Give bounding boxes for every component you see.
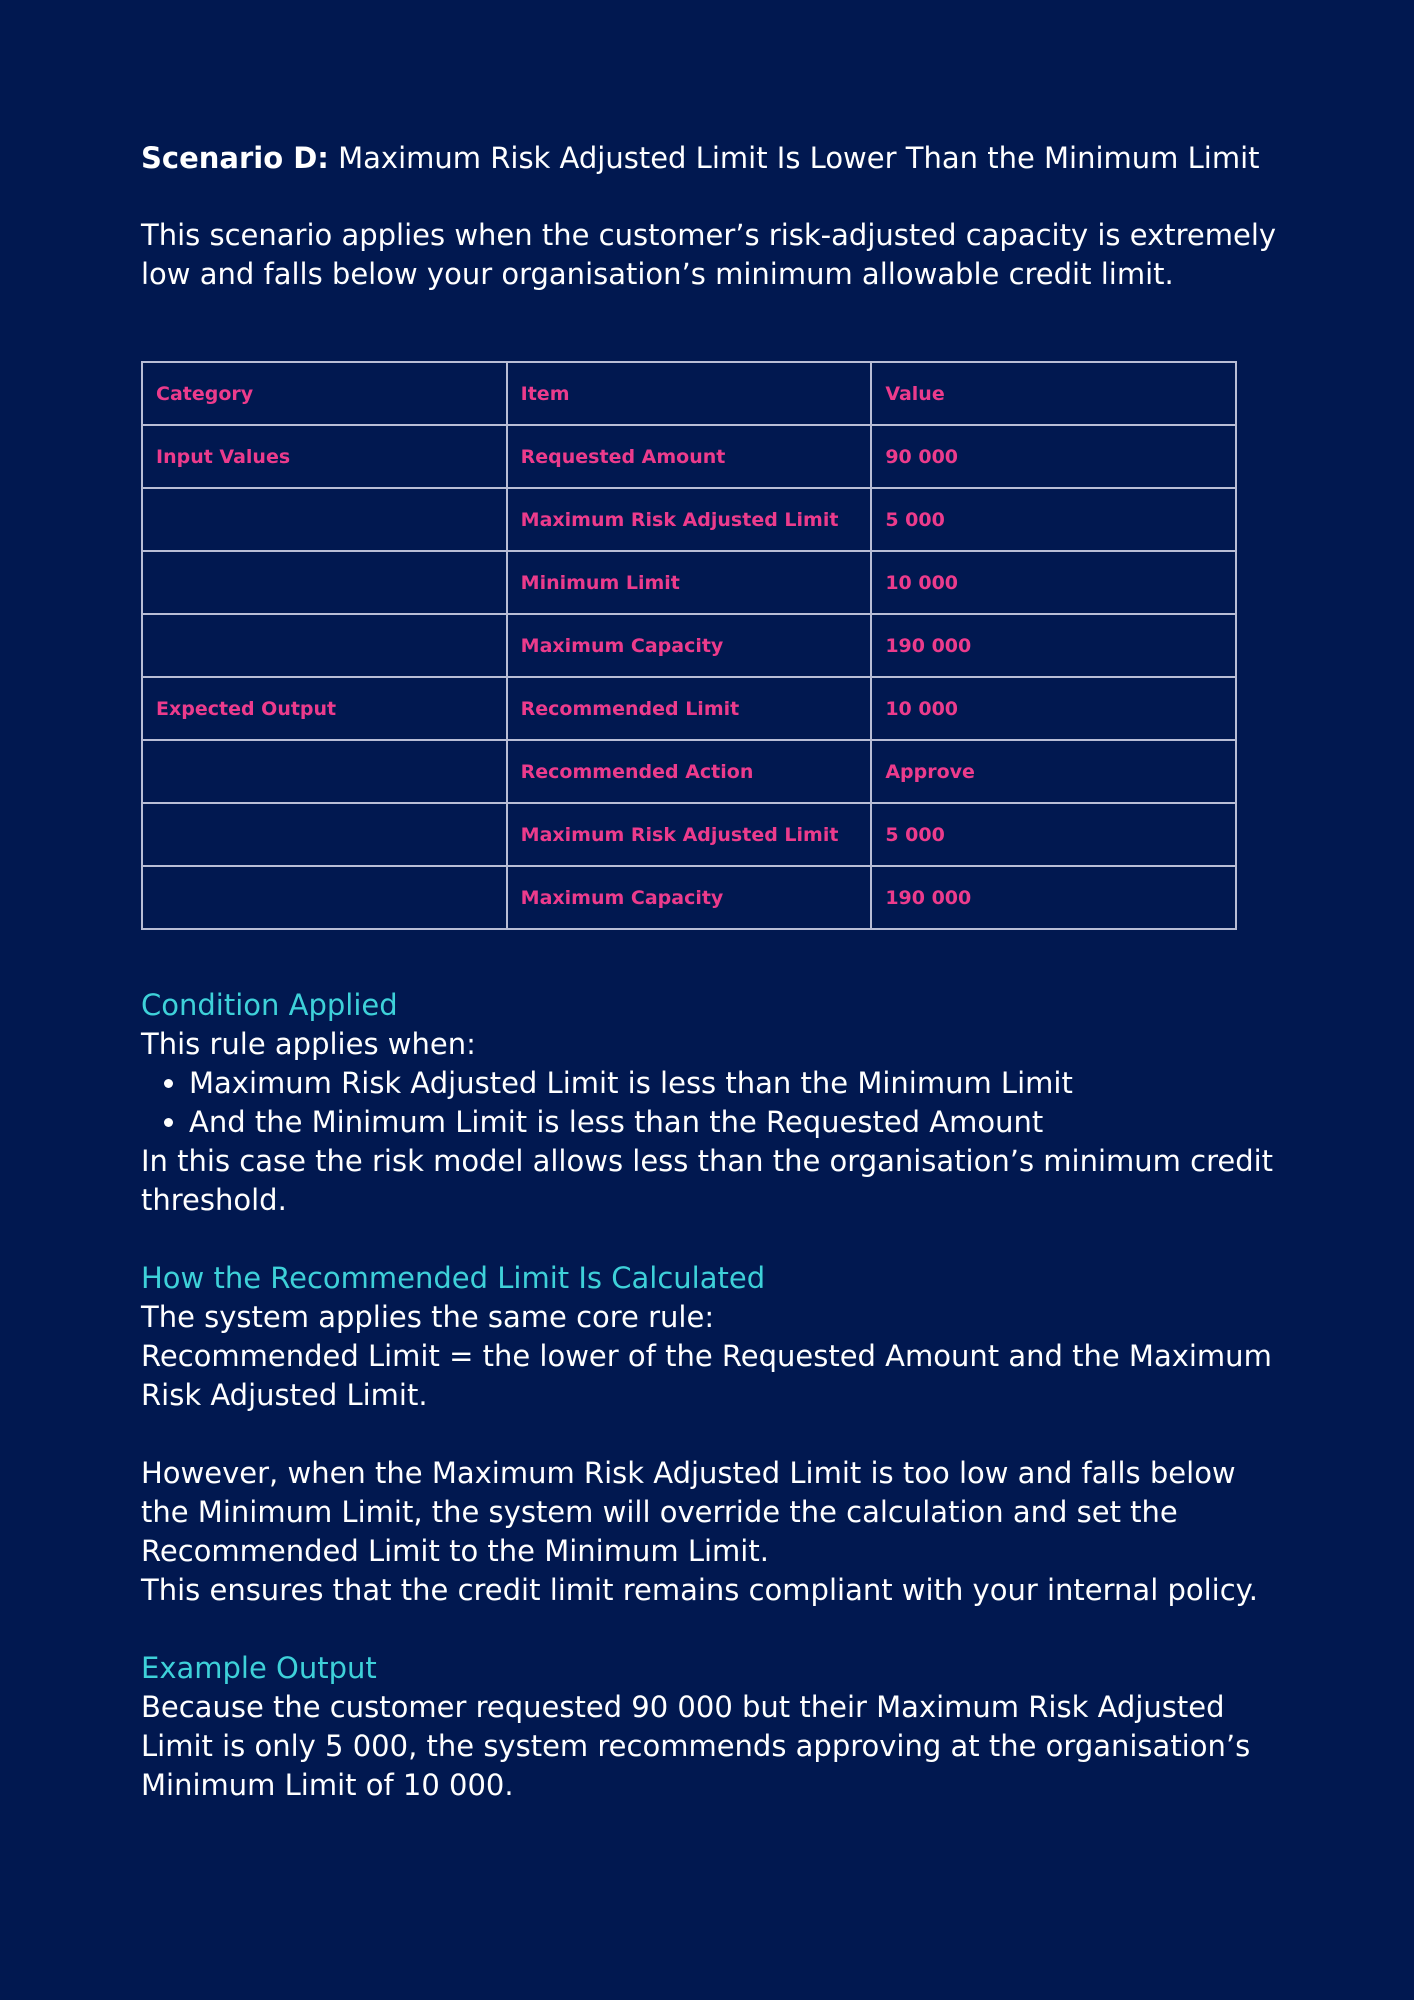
cell-category: Input Values xyxy=(142,425,507,488)
cell-value: 10 000 xyxy=(871,677,1236,740)
header-category: Category xyxy=(142,362,507,425)
cell-value: Approve xyxy=(871,740,1236,803)
list-item: • And the Minimum Limit is less than the Requested Amount xyxy=(189,1103,1281,1142)
cell-value: 90 000 xyxy=(871,425,1236,488)
header-value: Value xyxy=(871,362,1236,425)
calculation-compliance: This ensures that the credit limit remains compliant with your internal policy. xyxy=(141,1573,1258,1607)
cell-item: Recommended Action xyxy=(507,740,872,803)
calculation-lead: The system applies the same core rule: xyxy=(141,1300,715,1334)
calculation-override: However, when the Maximum Risk Adjusted Limit is too low and falls below the Minimum Limit, the system will override the calculation and set the Recommended Limit to the Minimum Limit. xyxy=(141,1456,1236,1568)
cell-value: 10 000 xyxy=(871,551,1236,614)
cell-value: 5 000 xyxy=(871,488,1236,551)
cell-category xyxy=(142,551,507,614)
document-page xyxy=(141,140,1281,1805)
scenario-label: Scenario D: xyxy=(141,141,329,175)
cell-value: 190 000 xyxy=(871,866,1236,929)
intro-paragraph: This scenario applies when the customer’s risk-adjusted capacity is extremely low and falls below your organisation’s minimum allowable credit limit. xyxy=(141,218,1277,291)
table-row xyxy=(142,488,1236,551)
table-row xyxy=(142,803,1236,866)
scenario-table-body xyxy=(142,362,1236,929)
cell-item: Minimum Limit xyxy=(507,551,872,614)
cell-item: Maximum Capacity xyxy=(507,614,872,677)
cell-item: Requested Amount xyxy=(507,425,872,488)
condition-note: In this case the risk model allows less than the organisation’s minimum credit threshold. xyxy=(141,1144,1274,1217)
cell-category xyxy=(142,740,507,803)
example-heading: Example Output xyxy=(141,1651,377,1685)
table-row xyxy=(142,740,1236,803)
calculation-rule: Recommended Limit = the lower of the Requested Amount and the Maximum Risk Adjusted Limit. xyxy=(141,1339,1272,1412)
cell-category xyxy=(142,614,507,677)
scenario-title xyxy=(141,140,1281,176)
table-row xyxy=(142,551,1236,614)
scenario-table xyxy=(141,361,1237,930)
calculation-heading: How the Recommended Limit Is Calculated xyxy=(141,1261,766,1295)
condition-list xyxy=(141,1064,1281,1142)
cell-category xyxy=(142,866,507,929)
condition-lead: This rule applies when: xyxy=(141,1027,476,1061)
cell-value: 190 000 xyxy=(871,614,1236,677)
cell-category xyxy=(142,488,507,551)
cell-item: Maximum Risk Adjusted Limit xyxy=(507,488,872,551)
table-row xyxy=(142,425,1236,488)
cell-item: Recommended Limit xyxy=(507,677,872,740)
cell-item: Maximum Risk Adjusted Limit xyxy=(507,803,872,866)
table-row xyxy=(142,677,1236,740)
header-item: Item xyxy=(507,362,872,425)
table-row xyxy=(142,866,1236,929)
cell-item: Maximum Capacity xyxy=(507,866,872,929)
table-row xyxy=(142,614,1236,677)
list-item: • Maximum Risk Adjusted Limit is less than the Minimum Limit xyxy=(189,1064,1281,1103)
example-text: Because the customer requested 90 000 but their Maximum Risk Adjusted Limit is only 5 000, the system recommends approving at the organisation’s Minimum Limit of 10 000. xyxy=(141,1690,1251,1802)
cell-category xyxy=(142,803,507,866)
cell-value: 5 000 xyxy=(871,803,1236,866)
condition-heading: Condition Applied xyxy=(141,988,398,1022)
scenario-title-text: Maximum Risk Adjusted Limit Is Lower Than the Minimum Limit xyxy=(328,141,1260,175)
table-header-row xyxy=(142,362,1236,425)
cell-category: Expected Output xyxy=(142,677,507,740)
